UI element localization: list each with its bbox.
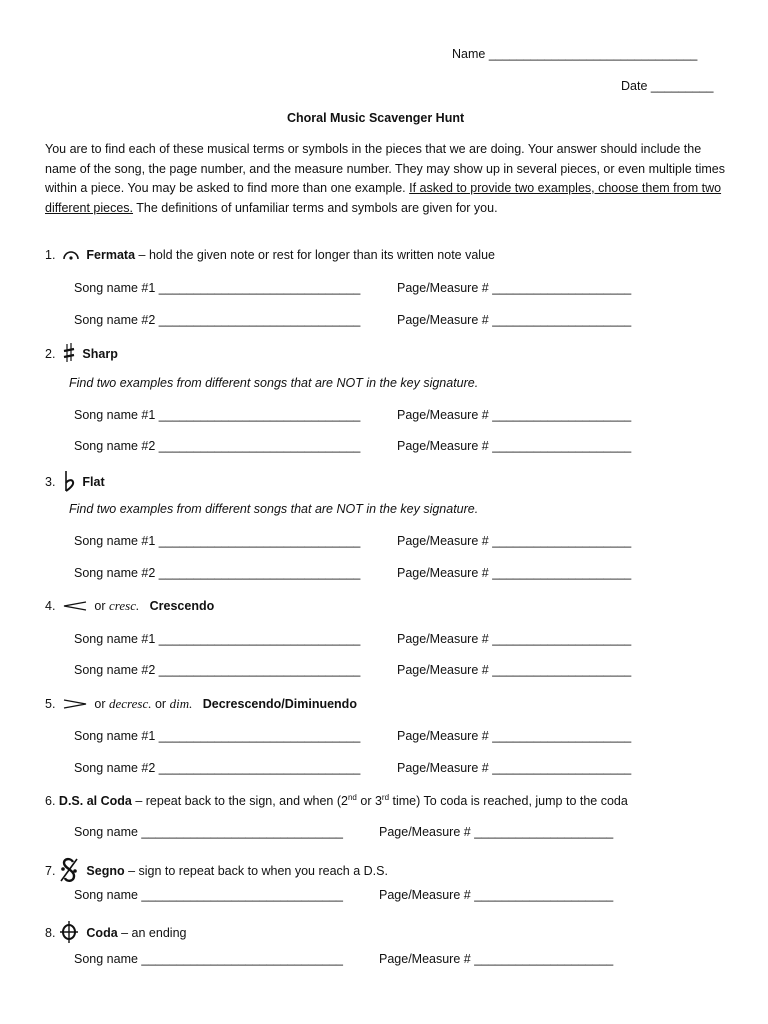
page-measure-blank-1[interactable]: Page/Measure # ____________________ (397, 534, 632, 548)
page-measure-blank-1[interactable]: Page/Measure # ____________________ (397, 632, 632, 646)
item-coda (45, 920, 186, 947)
item-number: 1. (45, 248, 56, 262)
page-measure-blank-1[interactable]: Page/Measure # ____________________ (397, 281, 632, 295)
page-measure-blank-2[interactable]: Page/Measure # ____________________ (397, 761, 632, 775)
page-measure-blank-2[interactable]: Page/Measure # ____________________ (397, 566, 632, 580)
item-decrescendo (45, 696, 357, 712)
term-definition-b: or 3 (356, 794, 382, 809)
item-flat (45, 470, 105, 495)
item-sharp (45, 343, 118, 366)
fermata-icon (63, 249, 79, 263)
flat-icon (63, 470, 75, 495)
decresc-abbreviation: decresc. (109, 696, 152, 711)
superscript-rd: rd (381, 793, 390, 802)
term-definition: – an ending (117, 925, 187, 940)
dim-abbreviation: dim. (169, 696, 193, 711)
term-label: Sharp (82, 346, 118, 361)
or-text: or (94, 599, 106, 613)
song-blank-1[interactable]: Song name #1 _____________________________ (74, 408, 361, 422)
instructions-text-2: The definitions of unfamiliar terms and symbols are given for you. (133, 200, 498, 215)
page-measure-blank-2[interactable]: Page/Measure # ____________________ (397, 439, 632, 453)
page-measure-blank-1[interactable]: Page/Measure # ____________________ (397, 729, 632, 743)
song-blank-1[interactable]: Song name #1 _____________________________ (74, 632, 361, 646)
term-label: Segno (86, 863, 125, 878)
page-title: Choral Music Scavenger Hunt (287, 111, 465, 125)
term-definition: – sign to repeat back to when you reach a D.S. (124, 863, 388, 878)
decrescendo-hairpin-icon (63, 698, 87, 712)
term-label: D.S. al Coda (58, 794, 132, 809)
term-label: Coda (86, 925, 118, 940)
item-segno (45, 856, 388, 887)
crescendo-hairpin-icon (63, 600, 87, 614)
date-field-label: Date _________ (621, 79, 714, 93)
item-crescendo (45, 598, 214, 614)
page-measure-blank[interactable]: Page/Measure # ____________________ (379, 888, 614, 902)
term-definition: – hold the given note or rest for longer than its written note value (135, 248, 495, 262)
cresc-abbreviation: cresc. (109, 598, 140, 613)
item-number: 4. (45, 599, 56, 613)
flat-instruction: Find two examples from different songs that are NOT in the key signature. (69, 502, 479, 516)
song-blank-2[interactable]: Song name #2 _____________________________ (74, 439, 361, 453)
item-ds-al-coda (45, 793, 628, 808)
song-blank-2[interactable]: Song name #2 _____________________________ (74, 313, 361, 327)
or-text: or (94, 697, 106, 711)
or-text: or (154, 697, 167, 711)
song-blank-2[interactable]: Song name #2 _____________________________ (74, 663, 361, 677)
sharp-instruction: Find two examples from different songs that are NOT in the key signature. (69, 376, 479, 390)
superscript-nd: nd (347, 793, 357, 802)
item-number: 8. (45, 925, 56, 940)
page-measure-blank-1[interactable]: Page/Measure # ____________________ (397, 408, 632, 422)
item-number: 2. (45, 346, 56, 361)
instructions-paragraph (45, 140, 725, 218)
song-blank[interactable]: Song name _____________________________ (74, 825, 344, 839)
song-blank-1[interactable]: Song name #1 _____________________________ (74, 729, 361, 743)
term-label: Flat (82, 474, 105, 489)
page-measure-blank-2[interactable]: Page/Measure # ____________________ (397, 663, 632, 677)
name-field-label: Name ______________________________ (452, 47, 698, 61)
song-blank[interactable]: Song name _____________________________ (74, 952, 344, 966)
term-label: Decrescendo/Diminuendo (202, 697, 357, 711)
term-label: Crescendo (149, 599, 215, 613)
item-number: 6. (45, 794, 56, 809)
sharp-icon (63, 343, 75, 366)
item-fermata (45, 248, 495, 263)
term-label: Fermata (86, 248, 136, 262)
page-measure-blank[interactable]: Page/Measure # ____________________ (379, 952, 614, 966)
song-blank-1[interactable]: Song name #1 _____________________________ (74, 534, 361, 548)
segno-icon (59, 856, 79, 887)
page-measure-blank-2[interactable]: Page/Measure # ____________________ (397, 313, 632, 327)
song-blank-1[interactable]: Song name #1 _____________________________ (74, 281, 361, 295)
item-number: 3. (45, 474, 56, 489)
song-blank-2[interactable]: Song name #2 _____________________________ (74, 761, 361, 775)
instructions-underlined: If asked to provide two examples, choose them from two different pieces. (45, 181, 722, 215)
instructions-text-1: You are to find each of these musical terms or symbols in the pieces that we are doing. Your answer should include the name of the song, the page number, and the measure number. They may show up in several pieces, or even multiple times within a piece. You may be asked to find more than one example. (45, 142, 726, 195)
term-definition-c: time) To coda is reached, jump to the coda (389, 794, 628, 809)
term-definition-a: – repeat back to the sign, and when (2 (131, 794, 348, 809)
page-measure-blank[interactable]: Page/Measure # ____________________ (379, 825, 614, 839)
coda-icon (59, 920, 79, 947)
song-blank[interactable]: Song name _____________________________ (74, 888, 344, 902)
song-blank-2[interactable]: Song name #2 _____________________________ (74, 566, 361, 580)
item-number: 7. (45, 863, 56, 878)
item-number: 5. (45, 697, 56, 711)
